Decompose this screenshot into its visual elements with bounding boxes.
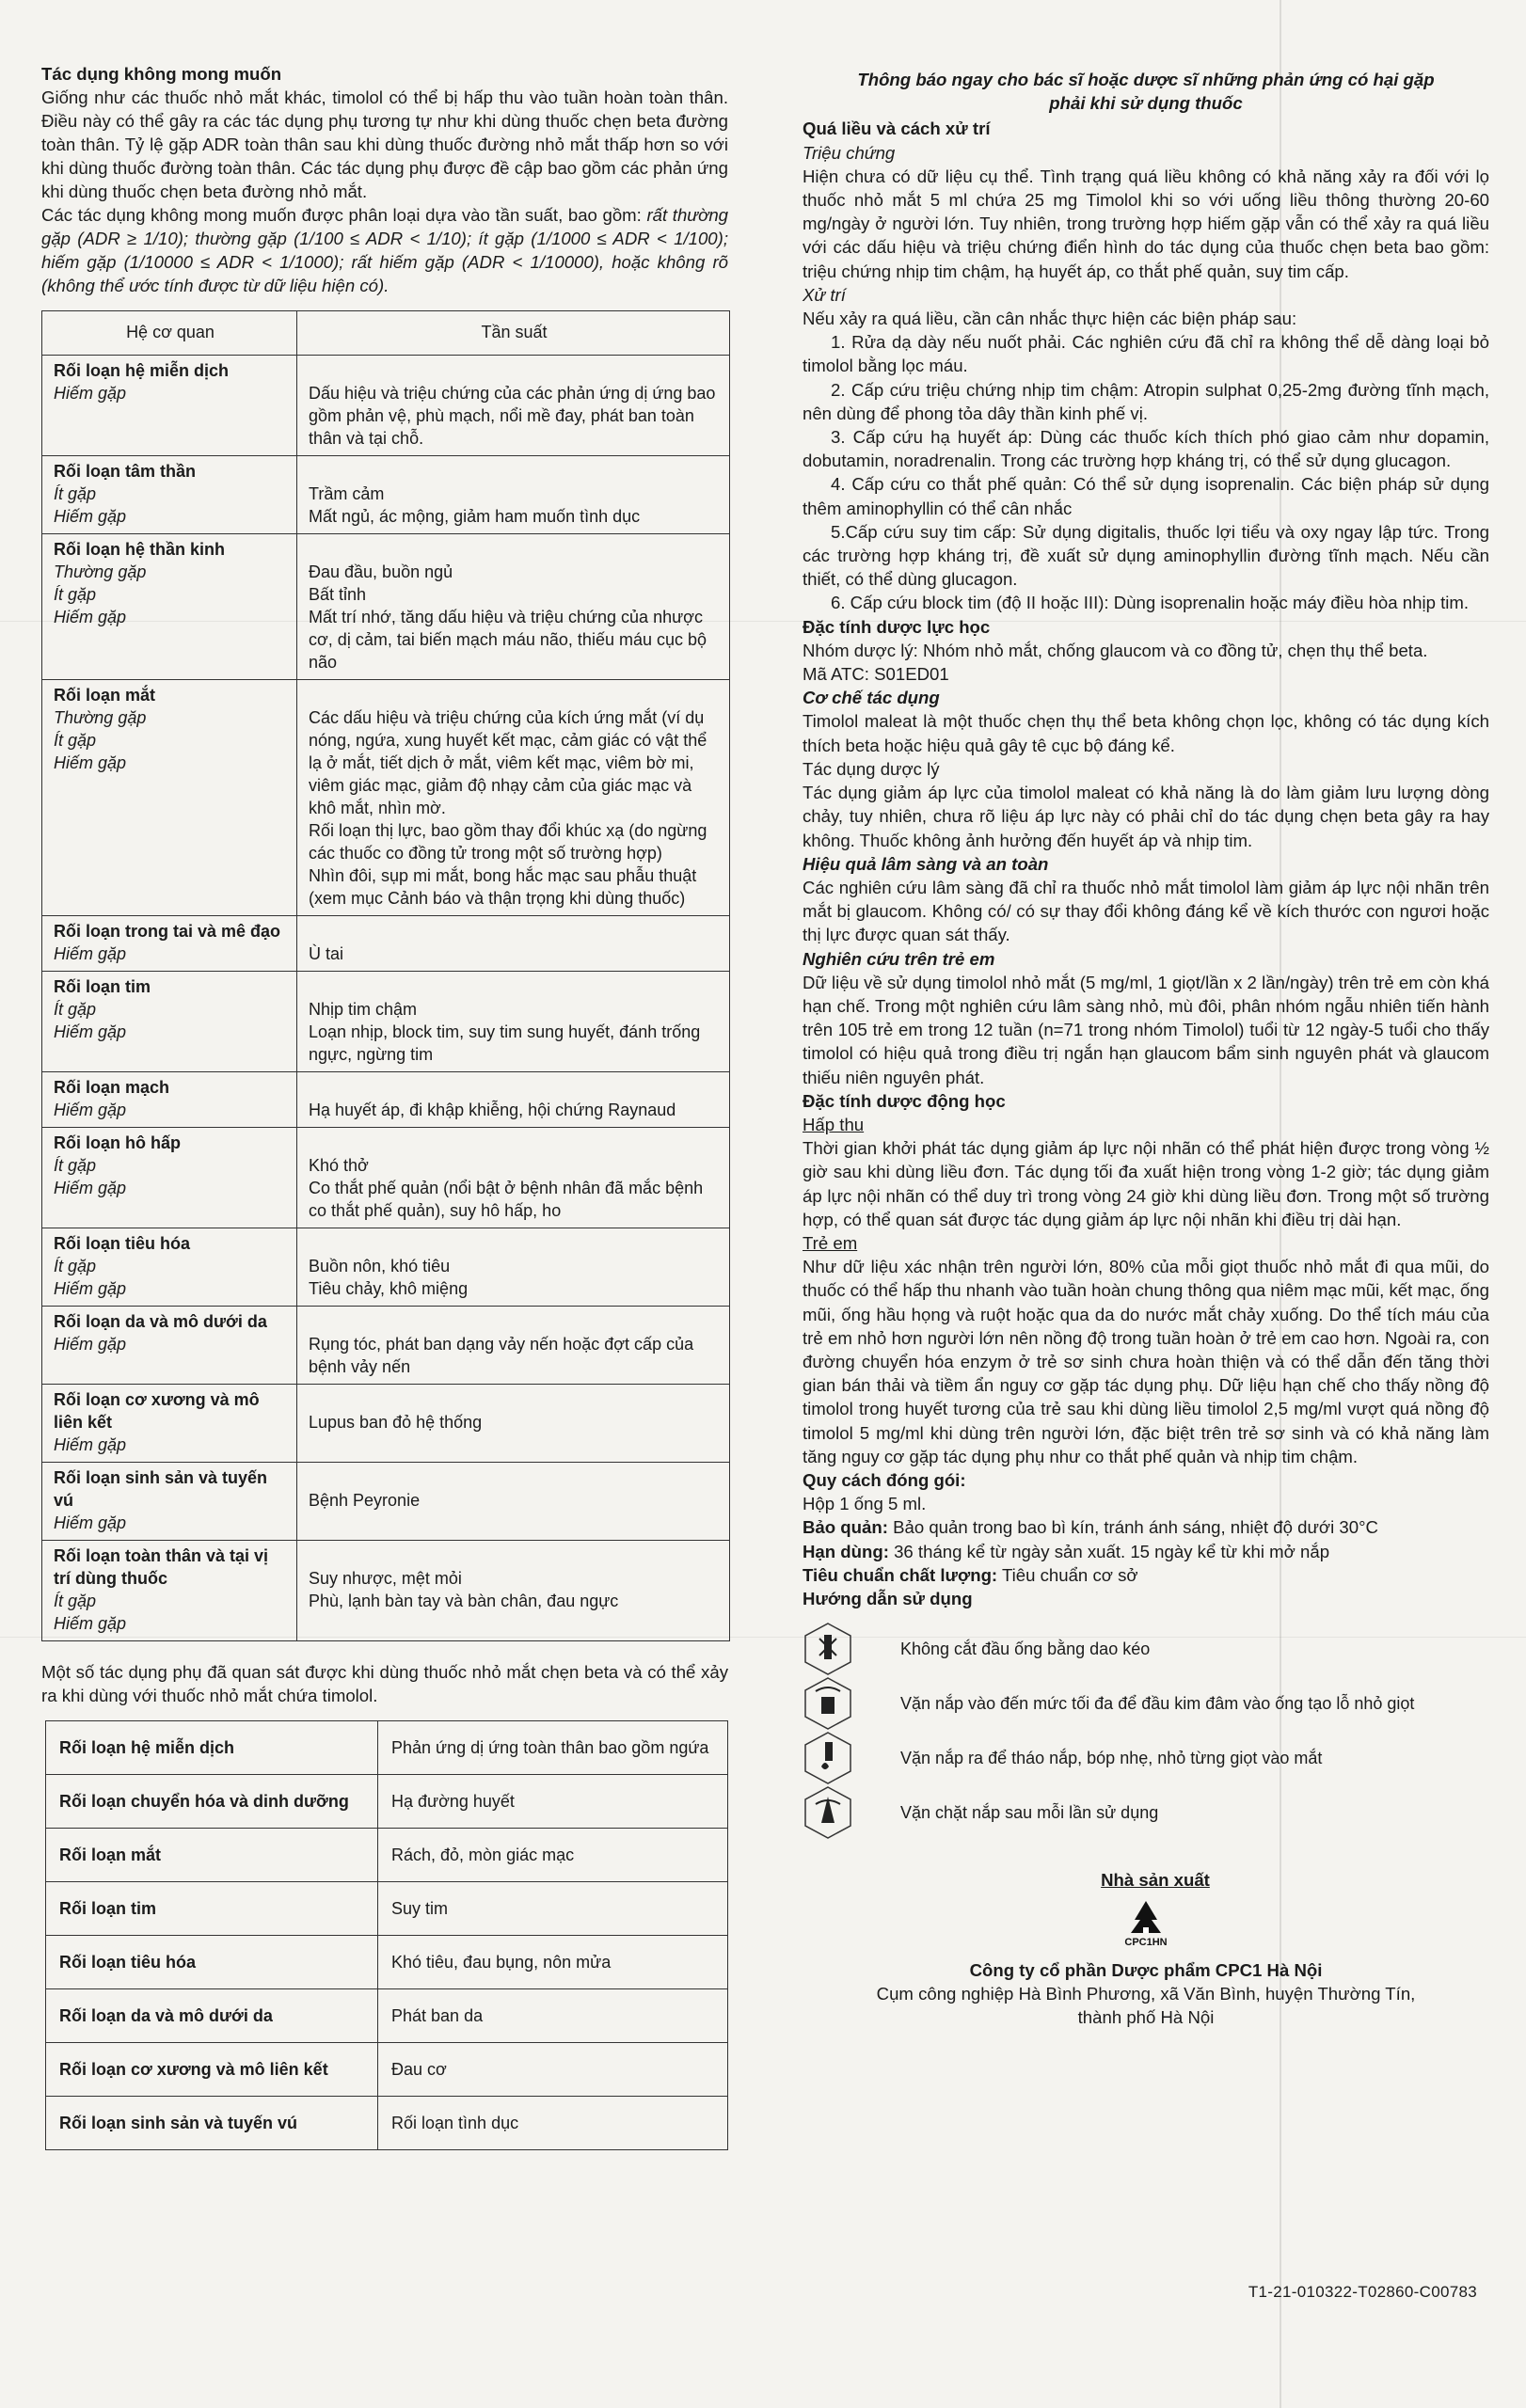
effects-cell: [297, 916, 730, 972]
table-row: [42, 1307, 730, 1385]
organ-system-cell: [42, 1228, 297, 1307]
table-row: [46, 1936, 728, 1989]
effect-text: Nhịp tim chậm: [309, 1000, 418, 1019]
organ-system-cell: [42, 356, 297, 456]
usage-step: [803, 1676, 1489, 1731]
svg-text:CPC1HN: CPC1HN: [1124, 1937, 1168, 1949]
pediatric-study-text: Dữ liệu về sử dụng timolol nhỏ mắt (5 mg/ml, 1 giọt/lần x 2 lần/ngày) trên trẻ em còn khá hạn chế. Trong một nghiên cứu lâm sàng nhỏ, mù đôi, phân nhóm ngẫu nhiên tiến hành trên 105 trẻ em trong 12 tuần (n=71 trong nhóm Timolol) tuổi từ 12 ngày-5 tuổi cho thấy timolol có hiệu quả trong điều trị ngắn hạn glaucom bẩm sinh nguyên phát và glaucom thiếu niên nguyên phát.: [803, 972, 1489, 1087]
frequency-classification: [41, 203, 728, 297]
frequency-label: Hiếm gặp: [54, 1335, 127, 1354]
frequency-label: Hiếm gặp: [54, 1435, 127, 1454]
frequency-label: Hiếm gặp: [54, 1614, 127, 1633]
effect-text: Rụng tóc, phát ban dạng vảy nến hoặc đợt cấp của bệnh vảy nến: [309, 1335, 694, 1376]
effect-text: Các dấu hiệu và triệu chứng của kích ứng mắt (ví dụ nóng, ngứa, xung huyết kết mạc, cảm giác có vật thể lạ ở mắt, tiết dịch ở mắt, viêm kết mạc, viêm bờ mi, viêm giác mạc, giảm độ nhạy cảm của giác mạc và khô mắt, nhìn mờ.: [309, 708, 707, 817]
cpc1-logo-icon: [1118, 1899, 1174, 1948]
effect-cell: Hạ đường huyết: [378, 1775, 728, 1829]
table-row: [42, 1228, 730, 1307]
usage-step: [803, 1731, 1489, 1785]
effect-text: Đau đầu, buồn ngủ: [309, 562, 453, 581]
pharmacodynamics-title: Đặc tính dược lực học: [803, 616, 991, 637]
clinical-efficacy-text: Các nghiên cứu lâm sàng đã chỉ ra thuốc nhỏ mắt timolol làm giảm áp lực nội nhãn trên mắt bị glaucom. Không có/ có sự thay đổi không đáng kể về kích thước con ngươi hoặc thị lực được quan sát thấy.: [803, 877, 1489, 945]
absorption-title: Hấp thu: [803, 1114, 865, 1134]
effect-cell: Khó tiêu, đau bụng, nôn mửa: [378, 1936, 728, 1989]
frequency-label: Ít gặp: [54, 585, 97, 604]
table-row: [42, 1463, 730, 1541]
close-cap-icon: [803, 1785, 853, 1840]
organ-system-name: Rối loạn tim: [54, 977, 151, 996]
pharmacology-title: Tác dụng dược lý: [803, 758, 940, 779]
usage-step-text: Vặn nắp ra để tháo nắp, bóp nhẹ, nhỏ từng giọt vào mắt: [900, 1748, 1323, 1767]
effect-text: Co thắt phế quản (nổi bật ở bệnh nhân đã mắc bệnh co thắt phế quản), suy hô hấp, ho: [309, 1179, 704, 1220]
header-organ-system: Hệ cơ quan: [42, 311, 297, 356]
organ-system-cell: [42, 680, 297, 916]
frequency-label: Hiếm gặp: [54, 1179, 127, 1197]
usage-step-text: Không cắt đầu ống bằng dao kéo: [900, 1639, 1151, 1658]
organ-system-name: Rối loạn da và mô dưới da: [54, 1312, 267, 1331]
organ-system-cell: [42, 1072, 297, 1128]
table-row: [42, 534, 730, 680]
organ-system-name: Rối loạn trong tai và mê đạo: [54, 922, 281, 941]
organ-system-name: Rối loạn hô hấp: [54, 1133, 181, 1152]
treatment-step: 2. Cấp cứu triệu chứng nhịp tim chậm: Atropin sulphat 0,25-2mg đường tĩnh mạch, nên dùng để phong tỏa dây thần kinh phế vị.: [803, 379, 1489, 423]
table-row: [42, 1128, 730, 1228]
frequency-label: Hiếm gặp: [54, 1513, 127, 1532]
effects-cell: [297, 1128, 730, 1228]
organ-system-name: Rối loạn hệ thần kinh: [54, 540, 226, 559]
packaging-text: Hộp 1 ống 5 ml.: [803, 1494, 927, 1514]
squeeze-drop-icon: [803, 1731, 853, 1785]
effect-text: Bất tỉnh: [309, 585, 367, 604]
classification-prefix: Các tác dụng không mong muốn được phân loại dựa vào tần suất, bao gồm:: [41, 205, 647, 225]
pediatric-study-title: Nghiên cứu trên trẻ em: [803, 948, 995, 969]
table-row: [46, 2043, 728, 2097]
effects-cell: [297, 1072, 730, 1128]
effect-cell: Phản ứng dị ứng toàn thân bao gồm ngứa: [378, 1721, 728, 1775]
organ-system-name: Rối loạn sinh sản và tuyến vú: [54, 1468, 268, 1510]
symptoms-subtitle: Triệu chứng: [803, 142, 896, 163]
table-row: [46, 1989, 728, 2043]
frequency-label: Hiếm gặp: [54, 608, 127, 626]
organ-system-cell: Rối loạn chuyển hóa và dinh dưỡng: [46, 1775, 378, 1829]
treatment-steps: [803, 330, 1489, 614]
frequency-label: Thường gặp: [54, 562, 147, 581]
treatment-intro: Nếu xảy ra quá liều, cần cân nhắc thực hiện các biện pháp sau:: [803, 309, 1297, 329]
no-knife-icon: [803, 1622, 853, 1676]
effect-text: Suy nhược, mệt mỏi: [309, 1569, 462, 1588]
organ-system-cell: [42, 916, 297, 972]
effects-cell: [297, 680, 730, 916]
treatment-step: 4. Cấp cứu co thắt phế quản: Có thể sử dụng isoprenalin. Các biện pháp sử dụng thêm aminophyllin có thể cân nhắc: [803, 474, 1489, 518]
organ-system-name: Rối loạn hệ miễn dịch: [54, 361, 230, 380]
symptoms-text: Hiện chưa có dữ liệu cụ thể. Tình trạng quá liều không có khả năng xảy ra đối với lọ thuốc nhỏ mắt 5 ml chứa 25 mg Timolol khi so với uống liều thông thường 20-60 mg/ngày ở người lớn. Tuy nhiên, trong trường hợp hiếm gặp vẫn có thể xảy ra quá liều với các dấu hiệu và triệu chứng điển hình do tác dụng của thuốc chẹn beta bao gồm: triệu chứng nhịp tim chậm, hạ huyết áp, co thắt phế quản, suy tim cấp.: [803, 166, 1489, 281]
effect-text: Mất ngủ, ác mộng, giảm ham muốn tình dục: [309, 507, 641, 526]
effects-cell: [297, 534, 730, 680]
usage-step-text: Vặn chặt nắp sau mỗi lần sử dụng: [900, 1802, 1159, 1822]
effects-cell: [297, 1385, 730, 1463]
organ-system-cell: [42, 456, 297, 534]
frequency-label: Hiếm gặp: [54, 1022, 127, 1041]
effect-text: Trầm cảm: [309, 484, 385, 503]
quality-standard-line: [803, 1563, 1489, 1587]
effects-cell: [297, 1307, 730, 1385]
beta-blocker-effects-table: [45, 1720, 728, 2150]
effect-text: Bệnh Peyronie: [309, 1491, 421, 1510]
manufacturer-block: [803, 1868, 1489, 2029]
storage-label: Bảo quản:: [803, 1517, 888, 1538]
organ-system-name: Rối loạn mạch: [54, 1078, 170, 1097]
frequency-label: Ít gặp: [54, 1257, 97, 1275]
organ-system-cell: [42, 1128, 297, 1228]
effect-text: Buồn nôn, khó tiêu: [309, 1257, 451, 1275]
organ-system-cell: Rối loạn cơ xương và mô liên kết: [46, 2043, 378, 2097]
frequency-label: Ít gặp: [54, 484, 97, 503]
company-name: Công ty cổ phần Dược phẩm CPC1 Hà Nội: [969, 1959, 1323, 1980]
treatment-step: 3. Cấp cứu hạ huyết áp: Dùng các thuốc kích thích phó giao cảm như dopamin, dobutamin, noradrenalin. Trong các trường hợp kháng trị, có thể sử dụng glucagon.: [803, 427, 1489, 471]
usage-step-text: Vặn nắp vào đến mức tối đa để đầu kim đâm vào ống tạo lỗ nhỏ giọt: [900, 1693, 1415, 1713]
organ-system-name: Rối loạn cơ xương và mô liên kết: [54, 1390, 260, 1432]
children-text: Như dữ liệu xác nhận trên người lớn, 80% của mỗi giọt thuốc nhỏ mắt đi qua mũi, do thuốc có thể hấp thu nhanh vào tuần hoàn chung thông qua niêm mạc mũi, kết mạc, ống mũi, ống hầu họng và ruột hoặc qua da do nước mắt chảy xuống. Do thể tích máu của trẻ em nhỏ hơn người lớn nên nồng độ trong tuần hoàn ở trẻ em cao hơn. Ngoài ra, con đường chuyển hóa enzym ở trẻ sơ sinh chưa hoàn thiện và có thể dẫn đến tăng thời gian bán thải và tiềm ẩn nguy cơ gặp tác dụng phụ. Dữ liệu hạn chế cho thấy nồng độ timolol trong huyết tương của trẻ sau khi dùng liều timolol 2,5 mg/ml vượt quá nồng độ timolol 5 mg/ml khi dùng trên người lớn, đặc biệt trên trẻ sơ sinh và có khả năng làm tăng nguy cơ gặp tác dụng phụ như co thắt phế quản và nhịp tim chậm.: [803, 1257, 1489, 1466]
adverse-effects-table: [41, 310, 730, 1641]
effect-text: Hạ huyết áp, đi khập khiễng, hội chứng Raynaud: [309, 1101, 676, 1119]
organ-system-cell: Rối loạn sinh sản và tuyến vú: [46, 2097, 378, 2150]
table-header-row: [42, 311, 730, 356]
organ-system-name: Rối loạn mắt: [54, 686, 156, 705]
frequency-label: Hiếm gặp: [54, 1101, 127, 1119]
company-address-line1: Cụm công nghiệp Hà Bình Phương, xã Văn Bình, huyện Thường Tín,: [876, 1983, 1416, 2004]
expiry-text: 36 tháng kể từ ngày sản xuất. 15 ngày kể từ khi mở nắp: [888, 1541, 1330, 1561]
effect-cell: Suy tim: [378, 1882, 728, 1936]
effect-text: Dấu hiệu và triệu chứng của các phản ứng dị ứng bao gồm phản vệ, phù mạch, nổi mề đay, phát ban toàn thân và tại chỗ.: [309, 384, 716, 448]
organ-system-name: Rối loạn tiêu hóa: [54, 1234, 191, 1253]
organ-system-cell: Rối loạn tim: [46, 1882, 378, 1936]
manufacturer-title: Nhà sản xuất: [1101, 1870, 1210, 1891]
table-row: [42, 356, 730, 456]
frequency-label: Hiếm gặp: [54, 753, 127, 772]
effects-cell: [297, 1228, 730, 1307]
quality-standard-text: Tiêu chuẩn cơ sở: [997, 1564, 1138, 1585]
cpc1-logo: [1118, 1899, 1174, 1954]
storage-text: Bảo quản trong bao bì kín, tránh ánh sáng, nhiệt độ dưới 30°C: [887, 1517, 1378, 1538]
treatment-step: 1. Rửa dạ dày nếu nuốt phải. Các nghiên cứu đã chỉ ra không thể dễ dàng loại bỏ timolol bằng lọc máu.: [803, 332, 1489, 376]
storage-line: [803, 1515, 1489, 1539]
usage-step: [803, 1785, 1489, 1840]
table-row: [46, 1721, 728, 1775]
usage-instructions: [803, 1622, 1489, 1840]
effects-cell: [297, 1541, 730, 1641]
effect-text: Ù tai: [309, 944, 344, 963]
expiry-line: [803, 1540, 1489, 1563]
packaging-title: Quy cách đóng gói:: [803, 1469, 966, 1490]
screw-cap-icon: [803, 1676, 853, 1731]
organ-system-cell: [42, 1463, 297, 1541]
treatment-step: 5.Cấp cứu suy tim cấp: Sử dụng digitalis, thuốc lợi tiểu và oxy ngay lập tức. Trong các trường hợp kháng trị, đề xuất sử dụng aminophyllin đường tĩnh mạch. Nếu cần thiết, có thể dùng glucagon.: [803, 521, 1489, 590]
header-frequency: Tần suất: [297, 311, 730, 356]
effect-text: Loạn nhịp, block tim, suy tim sung huyết, đánh trống ngực, ngừng tim: [309, 1022, 701, 1064]
adverse-effects-intro: Giống như các thuốc nhỏ mắt khác, timolol có thể bị hấp thu vào tuần hoàn toàn thân. Điều này có thể gây ra các tác dụng phụ tương tự như khi dùng thuốc chẹn beta đường toàn thân. Tỷ lệ gặp ADR toàn thân sau khi dùng thuốc đường nhỏ mắt thấp hơn so với khi dùng thuốc đường toàn thân. Các tác dụng phụ được đề cập bao gồm các phản ứng khi dùng thuốc chẹn beta đường nhỏ mắt.: [41, 87, 728, 201]
organ-system-name: Rối loạn tâm thần: [54, 462, 197, 481]
frequency-label: Ít gặp: [54, 1156, 97, 1175]
effect-cell: Đau cơ: [378, 2043, 728, 2097]
effect-text: Nhìn đôi, sụp mi mắt, bong hắc mạc sau phẫu thuật (xem mục Cảnh báo và thận trọng khi dùng thuốc): [309, 866, 697, 908]
organ-system-cell: [42, 1385, 297, 1463]
report-notice: Thông báo ngay cho bác sĩ hoặc dược sĩ những phản ứng có hại gặp phải khi sử dụng thuốc: [857, 70, 1435, 114]
table-row: [46, 2097, 728, 2150]
table-row: [42, 1072, 730, 1128]
effect-text: Rối loạn thị lực, bao gồm thay đổi khúc xạ (do ngừng các thuốc co đồng tử trong một số trường hợp): [309, 821, 707, 863]
document-code: T1-21-010322-T02860-C00783: [1248, 2283, 1477, 2301]
table-row: [42, 456, 730, 534]
effect-text: Khó thở: [309, 1156, 369, 1175]
organ-system-cell: Rối loạn mắt: [46, 1829, 378, 1882]
organ-system-cell: Rối loạn hệ miễn dịch: [46, 1721, 378, 1775]
organ-system-cell: [42, 1541, 297, 1641]
frequency-label: Hiếm gặp: [54, 384, 127, 403]
organ-system-cell: [42, 1307, 297, 1385]
treatment-step: 6. Cấp cứu block tim (độ II hoặc III): Dùng isoprenalin hoặc máy điều hòa nhịp tim.: [831, 593, 1470, 613]
organ-system-cell: [42, 972, 297, 1072]
pharmacology-text: Tác dụng giảm áp lực của timolol maleat có khả năng là do làm giảm lưu lượng dòng chảy, tuy nhiên, chưa rõ liệu áp lực này có phải chỉ do tác dụng chẹn beta gây ra hay không. Thuốc không ảnh hưởng đến huyết áp và nhịp tim.: [803, 783, 1489, 850]
organ-system-cell: Rối loạn da và mô dưới da: [46, 1989, 378, 2043]
frequency-label: Thường gặp: [54, 708, 147, 727]
usage-title: Hướng dẫn sử dụng: [803, 1589, 973, 1608]
mechanism-title: Cơ chế tác dụng: [803, 688, 940, 708]
frequency-label: Ít gặp: [54, 1000, 97, 1019]
adverse-effects-title: Tác dụng không mong muốn: [41, 64, 282, 84]
effect-text: Lupus ban đỏ hệ thống: [309, 1413, 483, 1432]
overdose-title: Quá liều và cách xử trí: [803, 119, 991, 139]
effect-text: Phù, lạnh bàn tay và bàn chân, đau ngực: [309, 1592, 619, 1610]
effects-cell: [297, 356, 730, 456]
beta-blocker-note: Một số tác dụng phụ đã quan sát được khi dùng thuốc nhỏ mắt chẹn beta và có thể xảy ra khi dùng với thuốc nhỏ mắt chứa timolol.: [41, 1662, 728, 1705]
effect-cell: Phát ban da: [378, 1989, 728, 2043]
effects-cell: [297, 456, 730, 534]
organ-system-cell: Rối loạn tiêu hóa: [46, 1936, 378, 1989]
organ-system-cell: [42, 534, 297, 680]
pharmacological-group: Nhóm dược lý: Nhóm nhỏ mắt, chống glaucom và co đồng tử, chẹn thụ thể beta.: [803, 640, 1428, 660]
pharmacokinetics-title: Đặc tính dược động học: [803, 1090, 1006, 1111]
clinical-efficacy-title: Hiệu quả lâm sàng và an toàn: [803, 853, 1049, 874]
effects-cell: [297, 972, 730, 1072]
atc-code: Mã ATC: S01ED01: [803, 664, 949, 685]
effect-text: Tiêu chảy, khô miệng: [309, 1279, 469, 1298]
effect-cell: Rối loạn tình dục: [378, 2097, 728, 2150]
frequency-label: Hiếm gặp: [54, 507, 127, 526]
mechanism-text: Timolol maleat là một thuốc chẹn thụ thể beta không chọn lọc, không có tác dụng kích thích beta hoặc hiệu quả gây tê cục bộ đáng kể.: [803, 711, 1489, 755]
effect-cell: Rách, đỏ, mòn giác mạc: [378, 1829, 728, 1882]
table-row: [46, 1882, 728, 1936]
frequency-label: Ít gặp: [54, 731, 97, 750]
frequency-label: Hiếm gặp: [54, 944, 127, 963]
table-row: [42, 916, 730, 972]
frequency-label: Hiếm gặp: [54, 1279, 127, 1298]
usage-step: [803, 1622, 1489, 1676]
frequency-label: Ít gặp: [54, 1592, 97, 1610]
classification-definitions: rất thường gặp (ADR ≥ 1/10); thường gặp (1/100 ≤ ADR < 1/10); ít gặp (1/1000 ≤ ADR < 1/100); hiếm gặp (1/10000 ≤ ADR < 1/1000); rất hiếm gặp (ADR < 1/10000), hoặc không rõ (không thể ước tính được từ dữ liệu hiện có).: [41, 205, 729, 295]
absorption-text: Thời gian khởi phát tác dụng giảm áp lực nội nhãn có thể phát hiện được trong vòng ½ giờ sau khi dùng liều đơn. Tác dụng tối đa xuất hiện trong vòng 1-2 giờ; tác dụng giảm áp lực nội nhãn có thể duy trì trong vòng 24 giờ khi dùng liều đơn. Trong một số trường hợp, có thể quan sát được tác dụng giảm áp lực nội nhãn khi điều trị dài hạn.: [803, 1138, 1489, 1229]
table-row: [42, 1385, 730, 1463]
table-row: [42, 680, 730, 916]
children-title: Trẻ em: [803, 1232, 858, 1253]
quality-standard-label: Tiêu chuẩn chất lượng:: [803, 1564, 998, 1585]
table-row: [42, 972, 730, 1072]
treatment-subtitle: Xử trí: [803, 284, 846, 305]
right-column: [803, 68, 1489, 2029]
table-row: [46, 1829, 728, 1882]
effect-text: Mất trí nhớ, tăng dấu hiệu và triệu chứng của nhược cơ, dị cảm, tai biến mạch máu não, thiếu máu cục bộ não: [309, 608, 707, 672]
organ-system-name: Rối loạn toàn thân và tại vị trí dùng thuốc: [54, 1546, 269, 1588]
effects-cell: [297, 1463, 730, 1541]
left-column: [41, 62, 728, 2150]
table-row: [42, 1541, 730, 1641]
company-address-line2: thành phố Hà Nội: [1077, 2007, 1215, 2028]
table-row: [46, 1775, 728, 1829]
expiry-label: Hạn dùng:: [803, 1541, 889, 1561]
